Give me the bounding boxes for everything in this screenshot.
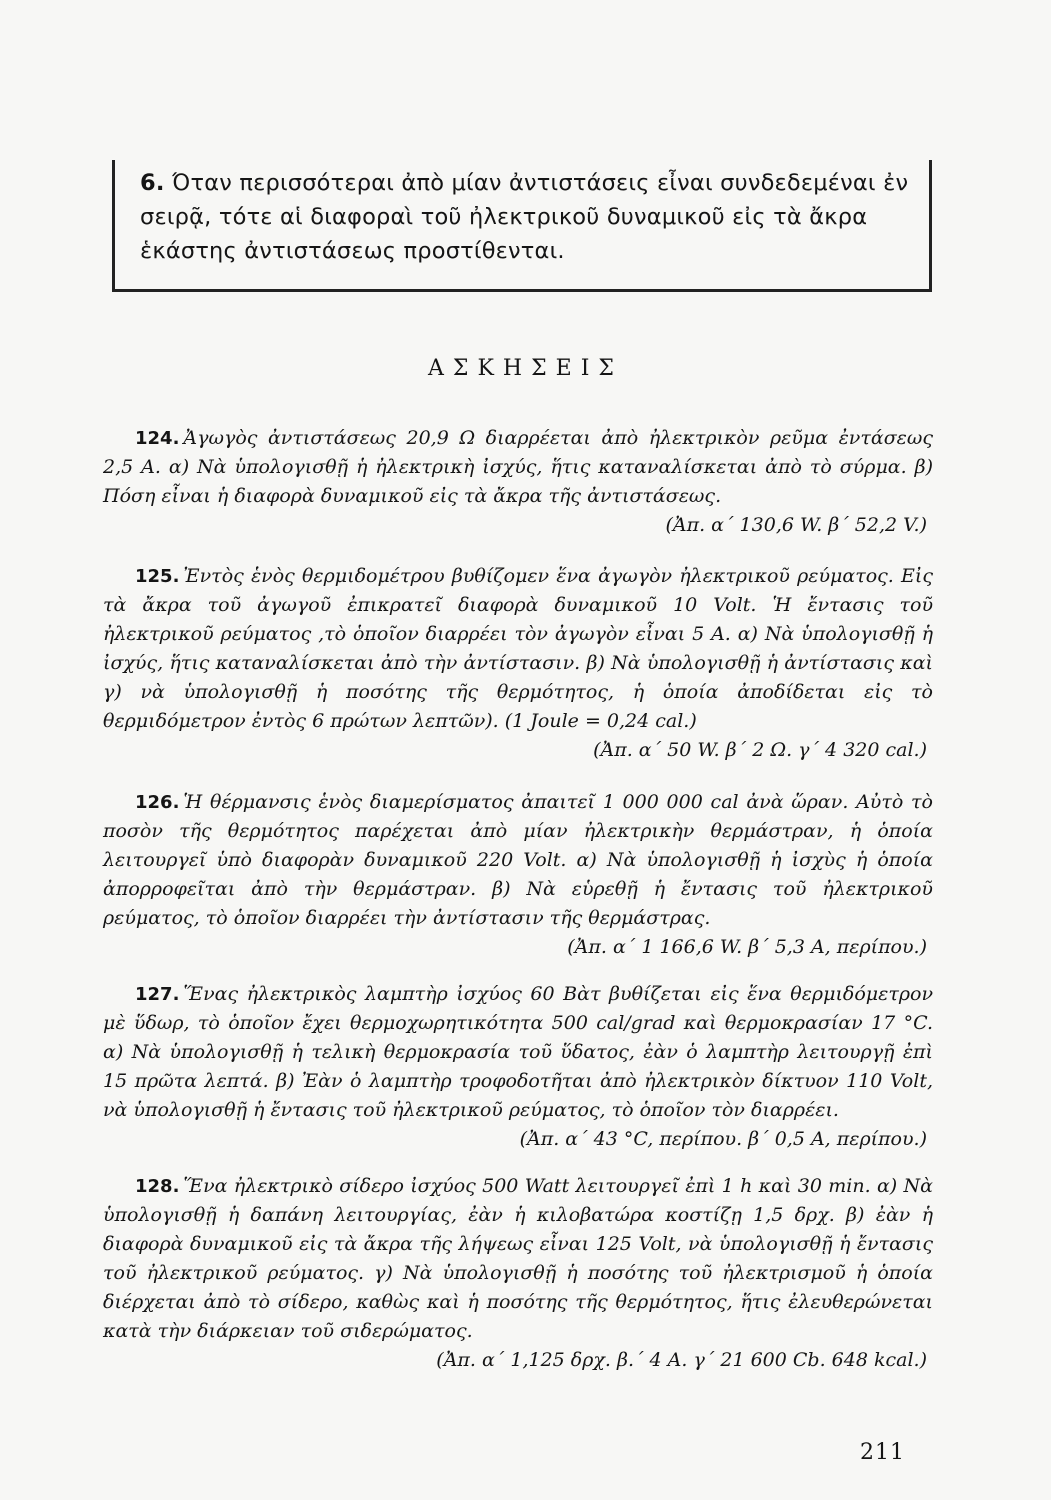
exercise-answer: (Ἀπ. α΄ 50 W. β΄ 2 Ω. γ΄ 4 320 cal.): [593, 739, 927, 761]
exercise-number: 127.: [135, 984, 180, 1005]
rule-number: 6.: [140, 170, 165, 196]
exercise-124: [103, 424, 933, 540]
exercise-number: 124.: [135, 428, 180, 449]
page-number: 211: [860, 1440, 905, 1465]
exercise-number: 128.: [135, 1176, 180, 1197]
exercise-number: 125.: [135, 566, 180, 587]
exercise-answer: (Ἀπ. α΄ 130,6 W. β΄ 52,2 V.): [665, 514, 927, 536]
exercise-126: [103, 788, 933, 962]
exercise-text: Ἀγωγὸς ἀντιστάσεως 20,9 Ω διαρρέεται ἀπὸ ἠλεκτρικὸν ρεῦμα ἐντάσεως 2,5 Α. α) Νὰ ὑπολογισθῇ ἡ ἠλεκτρικὴ ἰσχύς, ἥτις καταναλίσκεται ἀπὸ τὸ σύρμα. β) Πόση εἶναι ἡ διαφορὰ δυναμικοῦ εἰς τὰ ἄκρα τῆς ἀντιστάσεως.: [103, 427, 933, 507]
exercise-number: 126.: [135, 792, 180, 813]
exercise-text: Ἕνας ἠλεκτρικὸς λαμπτὴρ ἰσχύος 60 Βὰτ βυθίζεται εἰς ἕνα θερμιδόμετρον μὲ ὕδωρ, τὸ ὁποῖον ἔχει θερμοχωρητικότητα 500 cal/grad καὶ θερμοκρασίαν 17 °C. α) Νὰ ὑπολογισθῇ ἡ τελικὴ θερμοκρασία τοῦ ὕδατος, ἐὰν ὁ λαμπτὴρ λειτουργῇ ἐπὶ 15 πρῶτα λεπτά. β) Ἐὰν ὁ λαμπτὴρ τροφοδοτῆται ἀπὸ ἠλεκτρικὸν δίκτυον 110 Volt, νὰ ὑπολογισθῇ ἡ ἔντασις τοῦ ἠλεκτρικοῦ ρεύματος, τὸ ὁποῖον τὸν διαρρέει.: [103, 983, 933, 1121]
exercise-127: [103, 980, 933, 1154]
exercise-128: [103, 1172, 933, 1375]
exercise-text: Ἐντὸς ἑνὸς θερμιδομέτρου βυθίζομεν ἕνα ἀγωγὸν ἠλεκτρικοῦ ρεύματος. Εἰς τὰ ἄκρα τοῦ ἀγωγοῦ ἐπικρατεῖ διαφορὰ δυναμικοῦ 10 Volt. Ἡ ἔντασις τοῦ ἠλεκτρικοῦ ρεύματος ,τὸ ὁποῖον διαρρέει τὸν ἀγωγὸν εἶναι 5 Α. α) Νὰ ὑπολογισθῇ ἡ ἰσχύς, ἥτις καταναλίσκεται ἀπὸ τὴν ἀντίστασιν. β) Νὰ ὑπολογισθῇ ἡ ἀντίστασις καὶ γ) νὰ ὑπολογισθῇ ἡ ποσότης τῆς θερμότητος, ἡ ὁποία ἀποδίδεται εἰς τὸ θερμιδόμετρον ἐντὸς 6 πρώτων λεπτῶν). (1 Joule = 0,24 cal.): [103, 565, 933, 732]
exercise-text: Ἕνα ἠλεκτρικὸ σίδερο ἰσχύος 500 Watt λειτουργεῖ ἐπὶ 1 h καὶ 30 min. α) Νὰ ὑπολογισθῇ ἡ δαπάνη λειτουργίας, ἐὰν ἡ κιλοβατώρα κοστίζῃ 1,5 δρχ. β) ἐὰν ἡ διαφορὰ δυναμικοῦ εἰς τὰ ἄκρα τῆς λήψεως εἶναι 125 Volt, νὰ ὑπολογισθῇ ἡ ἔντασις τοῦ ἠλεκτρικοῦ ρεύματος. γ) Νὰ ὑπολογισθῇ ἡ ποσότης τοῦ ἠλεκτρισμοῦ ἡ ὁποία διέρχεται ἀπὸ τὸ σίδερο, καθὼς καὶ ἡ ποσότης τῆς θερμότητος, ἥτις ἐλευθερώνεται κατὰ τὴν διάρκειαν τοῦ σιδερώματος.: [103, 1175, 933, 1342]
exercise-125: [103, 562, 933, 765]
exercise-text: Ἡ θέρμανσις ἑνὸς διαμερίσματος ἀπαιτεῖ 1 000 000 cal ἀνὰ ὥραν. Αὐτὸ τὸ ποσὸν τῆς θερμότητος παρέχεται ἀπὸ μίαν ἠλεκτρικὴν θερμάστραν, ἡ ὁποία λειτουργεῖ ὑπὸ διαφορὰν δυναμικοῦ 220 Volt. α) Νὰ ὑπολογισθῇ ἡ ἰσχὺς ἡ ὁποία ἀπορροφεῖται ἀπὸ τὴν θερμάστραν. β) Νὰ εὑρεθῇ ἡ ἔντασις τοῦ ἠλεκτρικοῦ ρεύματος, τὸ ὁποῖον διαρρέει τὴν ἀντίστασιν τῆς θερμάστρας.: [103, 791, 933, 929]
rule-statement: [140, 166, 920, 268]
exercise-answer: (Ἀπ. α΄ 1 166,6 W. β΄ 5,3 Α, περίπου.): [567, 936, 927, 958]
rule-text: Όταν περισσότεραι ἀπὸ μίαν ἀντιστάσεις εἶναι συνδεδεμέναι ἐν σειρᾷ, τότε αἱ διαφοραὶ τοῦ ἠλεκτρικοῦ δυναμικοῦ εἰς τὰ ἄκρα ἑκάστης ἀντιστάσεως προστίθενται.: [140, 170, 909, 264]
exercise-answer: (Ἀπ. α΄ 1,125 δρχ. β.΄ 4 Α. γ΄ 21 600 Cb. 648 kcal.): [436, 1349, 927, 1371]
section-heading: ΑΣΚΗΣΕΙΣ: [428, 356, 623, 381]
exercise-answer: (Ἀπ. α΄ 43 °C, περίπου. β΄ 0,5 Α, περίπου.): [519, 1128, 927, 1150]
